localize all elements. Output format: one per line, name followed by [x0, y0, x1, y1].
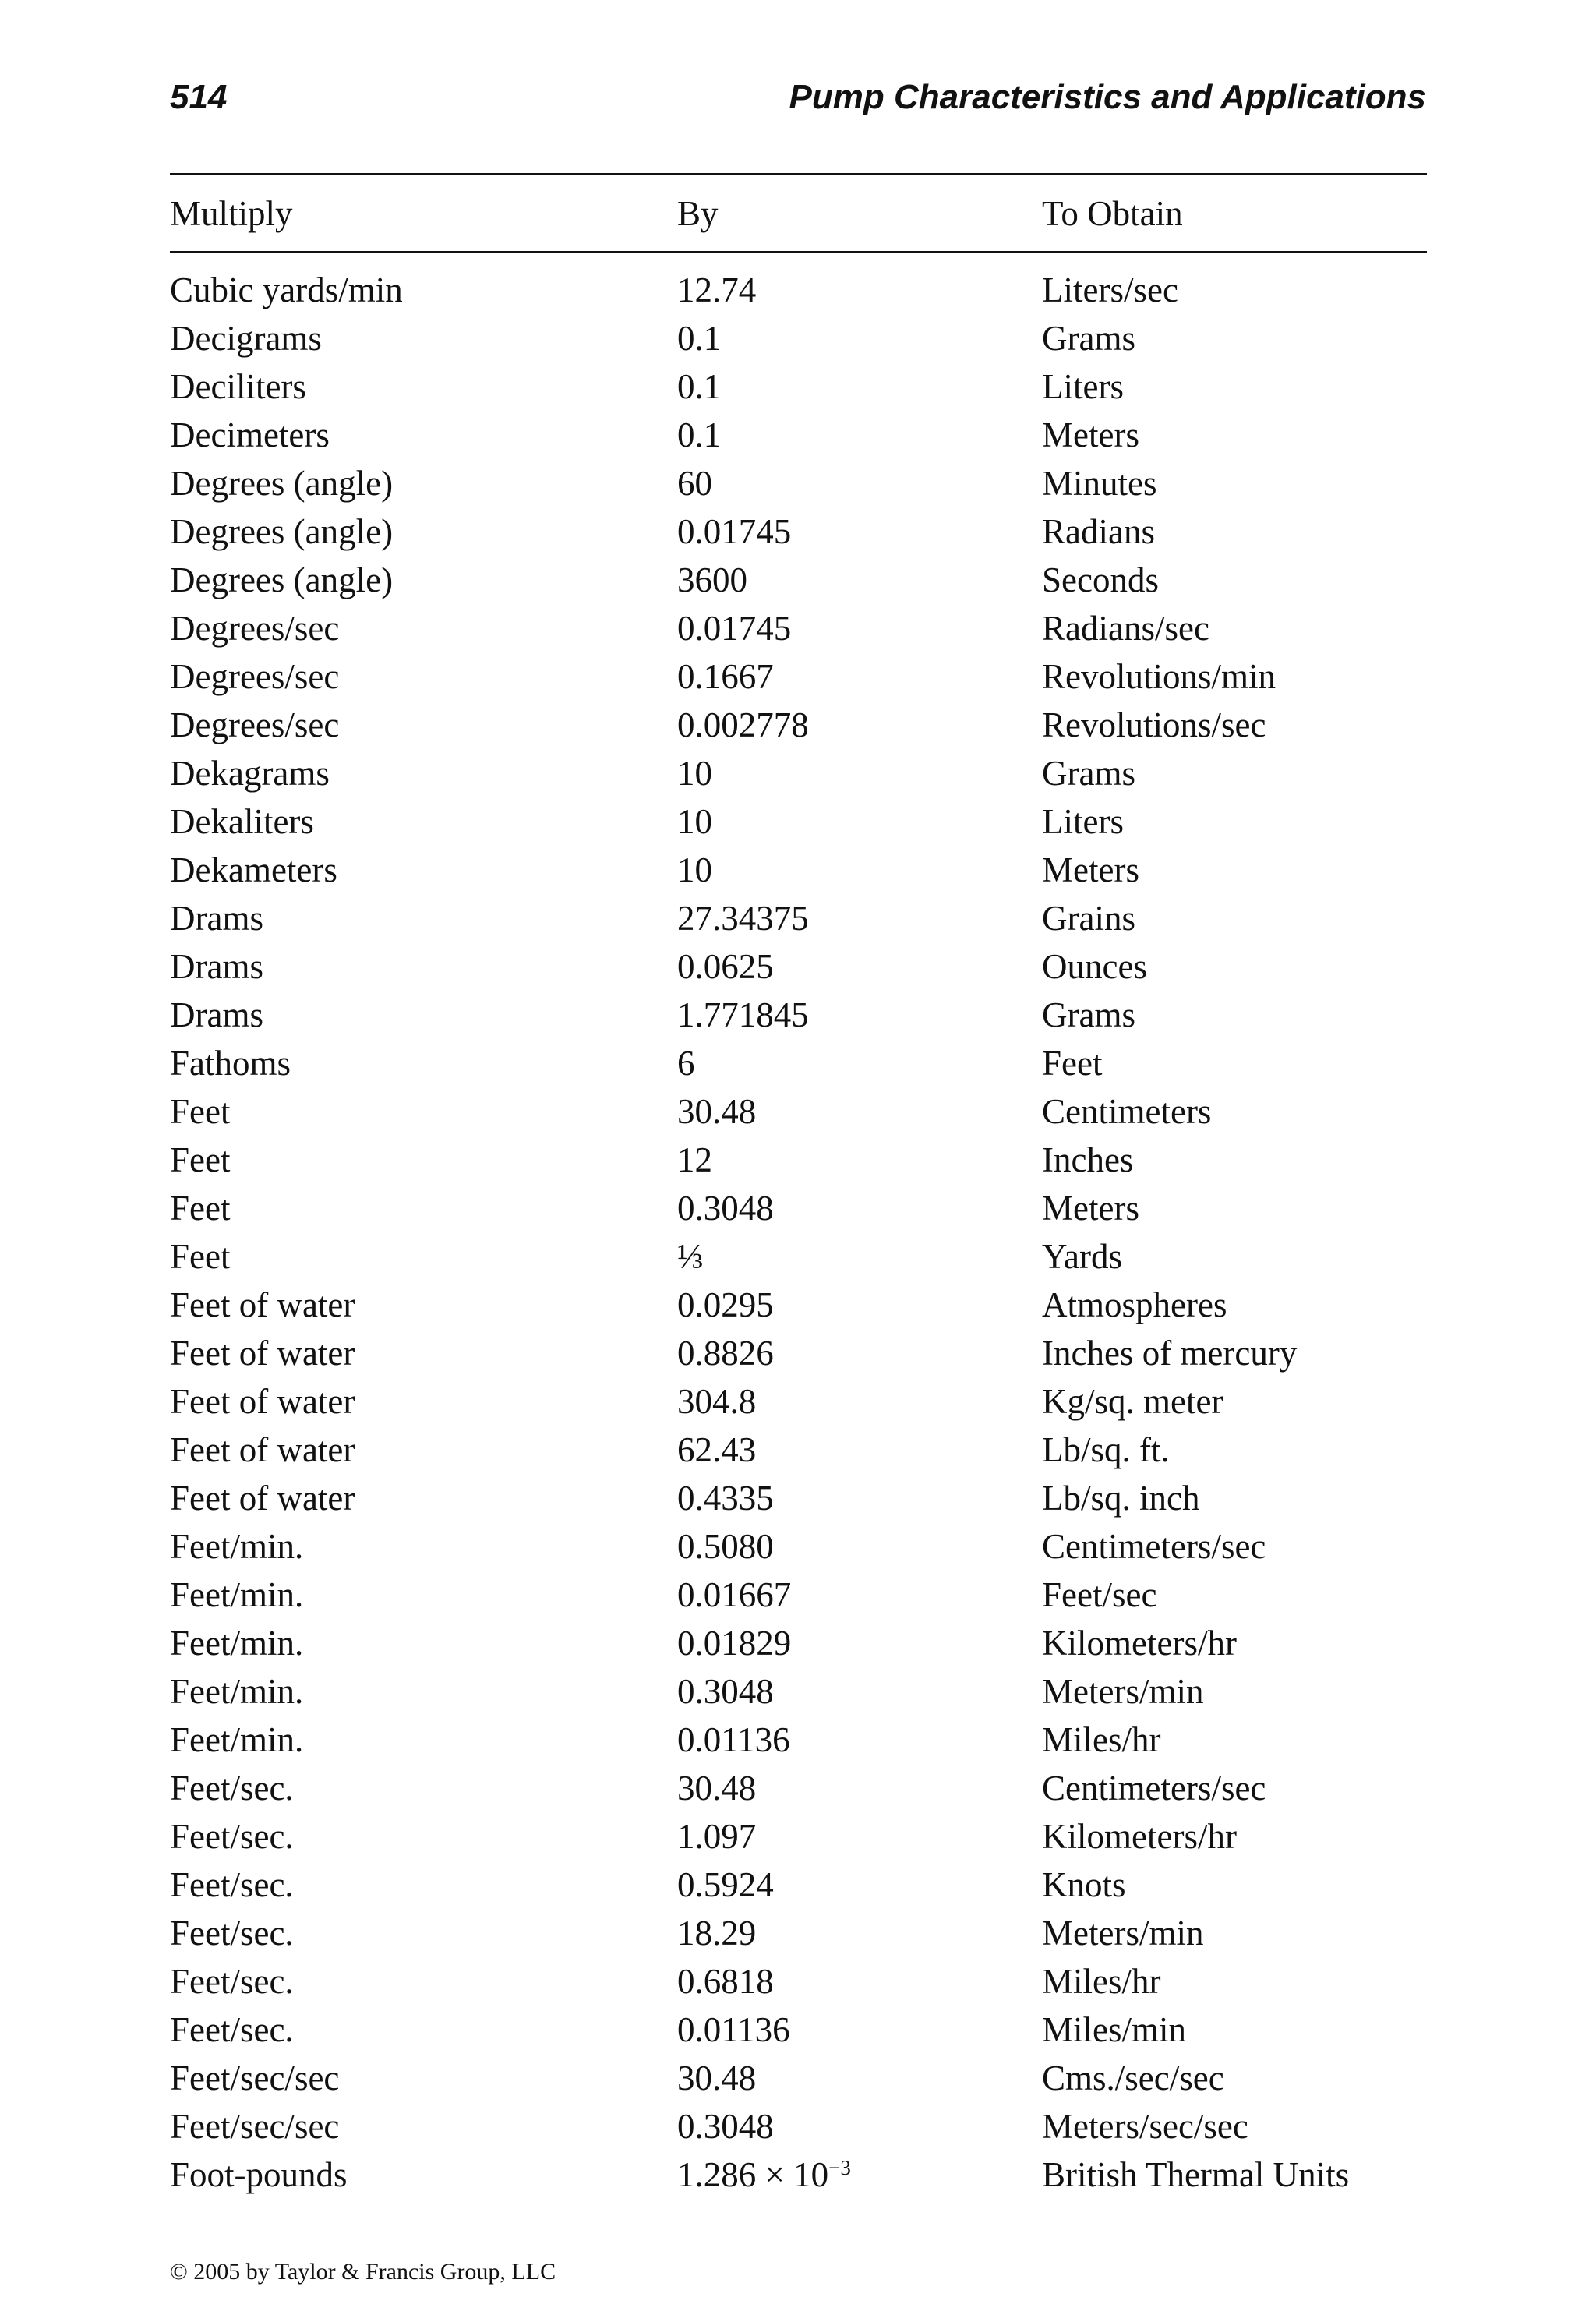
table-row [170, 604, 1427, 652]
cell-by [677, 1184, 774, 1232]
cell-by [677, 2102, 774, 2151]
cell-multiply: Feet/min. [170, 1624, 304, 1663]
table-row [170, 1571, 1427, 1619]
table-row [170, 1426, 1427, 1474]
table-row [170, 266, 1427, 314]
table-row [170, 749, 1427, 797]
cell-multiply: Feet of water [170, 1334, 355, 1373]
cell-multiply: Feet/sec. [170, 1769, 294, 1808]
cell-by-value: 0.01745 [677, 609, 792, 648]
table-row [170, 991, 1427, 1039]
cell-by [677, 1909, 756, 1957]
cell-by-value: 0.1 [677, 367, 722, 406]
cell-multiply: Dekaliters [170, 802, 314, 841]
cell-multiply: Degrees/sec [170, 657, 340, 696]
cell-by [677, 2151, 851, 2199]
cell-by [677, 2054, 756, 2102]
cell-by [677, 1764, 756, 1812]
cell-multiply: Foot-pounds [170, 2155, 348, 2194]
table-row [170, 1619, 1427, 1667]
table-row [170, 1861, 1427, 1909]
cell-to-obtain: Radians [1042, 512, 1155, 551]
cell-by [677, 894, 809, 942]
cell-by-value: 0.6818 [677, 1962, 774, 2001]
cell-multiply: Degrees (angle) [170, 512, 394, 551]
cell-to-obtain: Grams [1042, 319, 1135, 358]
cell-by [677, 1039, 695, 1087]
cell-by-value: 0.8826 [677, 1334, 774, 1373]
cell-by-value: 18.29 [677, 1914, 757, 1953]
cell-by [677, 604, 791, 652]
cell-by [677, 266, 756, 314]
cell-to-obtain: Kilometers/hr [1042, 1624, 1237, 1663]
column-header-to-obtain: To Obtain [1042, 194, 1183, 233]
cell-multiply: Degrees/sec [170, 705, 340, 744]
cell-by-value: 0.5080 [677, 1527, 774, 1566]
cell-to-obtain: Yards [1042, 1237, 1122, 1276]
cell-to-obtain: Inches of mercury [1042, 1334, 1298, 1373]
cell-to-obtain: Meters [1042, 850, 1139, 889]
cell-multiply: Feet [170, 1237, 231, 1276]
table-row [170, 1764, 1427, 1812]
cell-by-value: 30.48 [677, 1769, 757, 1808]
table-row [170, 1184, 1427, 1232]
cell-by [677, 991, 809, 1039]
cell-by-value: 30.48 [677, 1092, 757, 1131]
cell-multiply: Feet/min. [170, 1575, 304, 1614]
cell-by [677, 749, 712, 797]
table-row [170, 2102, 1427, 2151]
cell-multiply: Feet/min. [170, 1527, 304, 1566]
cell-by [677, 1474, 774, 1522]
cell-multiply: Feet/sec/sec [170, 2059, 340, 2098]
cell-to-obtain: Revolutions/min [1042, 657, 1276, 696]
cell-by-exponent: −3 [828, 2156, 851, 2180]
table-row [170, 411, 1427, 459]
table-row [170, 1377, 1427, 1426]
table-row [170, 1909, 1427, 1957]
cell-by [677, 1619, 791, 1667]
cell-by-value: 0.1 [677, 319, 722, 358]
table-row [170, 2054, 1427, 2102]
cell-by [677, 846, 712, 894]
cell-multiply: Feet/sec. [170, 2010, 294, 2049]
cell-by-value: 0.01136 [677, 1720, 790, 1759]
cell-to-obtain: Meters/min [1042, 1914, 1204, 1953]
cell-multiply: Deciliters [170, 367, 306, 406]
cell-to-obtain: Lb/sq. ft. [1042, 1430, 1170, 1469]
cell-to-obtain: Meters/min [1042, 1672, 1204, 1711]
cell-to-obtain: Miles/hr [1042, 1720, 1161, 1759]
table-row [170, 652, 1427, 701]
table-row [170, 362, 1427, 411]
table-header-rule [170, 251, 1427, 253]
cell-to-obtain: Centimeters [1042, 1092, 1212, 1131]
cell-by [677, 1377, 756, 1426]
table-row [170, 1136, 1427, 1184]
cell-by [677, 1812, 756, 1861]
cell-to-obtain: Lb/sq. inch [1042, 1479, 1200, 1518]
cell-to-obtain: Centimeters/sec [1042, 1769, 1266, 1808]
cell-by [677, 1667, 774, 1716]
cell-by [677, 1329, 774, 1377]
cell-multiply: Feet/min. [170, 1720, 304, 1759]
cell-by-value: 0.01745 [677, 512, 792, 551]
cell-to-obtain: Cms./sec/sec [1042, 2059, 1224, 2098]
cell-by [677, 1522, 774, 1571]
table-row [170, 1232, 1427, 1281]
cell-by [677, 942, 774, 991]
cell-by [677, 556, 747, 604]
table-row [170, 1329, 1427, 1377]
cell-to-obtain: Atmospheres [1042, 1285, 1227, 1324]
cell-multiply: Feet [170, 1092, 231, 1131]
cell-by-value: 62.43 [677, 1430, 757, 1469]
cell-by-value: 0.0295 [677, 1285, 774, 1324]
cell-to-obtain: Knots [1042, 1865, 1126, 1904]
cell-to-obtain: British Thermal Units [1042, 2155, 1350, 2194]
table-row [170, 797, 1427, 846]
table-row [170, 2151, 1427, 2199]
cell-by [677, 507, 791, 556]
cell-multiply: Drams [170, 899, 263, 938]
cell-by-value: 30.48 [677, 2059, 757, 2098]
table-row [170, 1281, 1427, 1329]
cell-by-value: 12.74 [677, 270, 757, 309]
cell-multiply: Feet/sec. [170, 1962, 294, 2001]
cell-multiply: Decigrams [170, 319, 322, 358]
cell-multiply: Fathoms [170, 1044, 291, 1083]
table-row [170, 942, 1427, 991]
table-row [170, 1087, 1427, 1136]
cell-multiply: Feet/sec/sec [170, 2107, 340, 2146]
table-row [170, 1716, 1427, 1764]
cell-to-obtain: Inches [1042, 1140, 1134, 1179]
cell-to-obtain: Liters/sec [1042, 270, 1178, 309]
cell-by [677, 411, 721, 459]
cell-multiply: Degrees (angle) [170, 464, 394, 503]
cell-by-value: 304.8 [677, 1382, 757, 1421]
cell-multiply: Feet/sec. [170, 1865, 294, 1904]
column-header-multiply: Multiply [170, 194, 293, 233]
table-row [170, 1474, 1427, 1522]
cell-by [677, 652, 774, 701]
cell-by-value: 27.34375 [677, 899, 809, 938]
table-row [170, 1039, 1427, 1087]
cell-to-obtain: Feet/sec [1042, 1575, 1157, 1614]
cell-multiply: Degrees (angle) [170, 560, 394, 599]
cell-by-value: 1.097 [677, 1817, 757, 1856]
cell-by-value: 3600 [677, 560, 747, 599]
cell-multiply: Feet [170, 1189, 231, 1228]
cell-by [677, 1426, 756, 1474]
cell-by-value: ⅓ [677, 1237, 704, 1276]
cell-to-obtain: Meters/sec/sec [1042, 2107, 1248, 2146]
cell-by-value: 0.3048 [677, 2107, 774, 2146]
cell-by [677, 1232, 704, 1281]
header-row [170, 187, 1427, 240]
table-row [170, 459, 1427, 507]
table-row [170, 1667, 1427, 1716]
table-row [170, 846, 1427, 894]
cell-by [677, 1571, 791, 1619]
cell-to-obtain: Minutes [1042, 464, 1157, 503]
cell-by [677, 314, 721, 362]
cell-to-obtain: Seconds [1042, 560, 1159, 599]
cell-multiply: Feet/min. [170, 1672, 304, 1711]
cell-by-value: 0.4335 [677, 1479, 774, 1518]
cell-to-obtain: Centimeters/sec [1042, 1527, 1266, 1566]
cell-multiply: Dekagrams [170, 754, 330, 793]
table-row [170, 507, 1427, 556]
cell-multiply: Feet/sec. [170, 1817, 294, 1856]
cell-by-value: 1.286 × 10 [677, 2155, 829, 2194]
cell-by [677, 1716, 790, 1764]
cell-by-value: 12 [677, 1140, 712, 1179]
cell-by-value: 0.3048 [677, 1189, 774, 1228]
table-row [170, 314, 1427, 362]
cell-to-obtain: Liters [1042, 802, 1124, 841]
cell-to-obtain: Liters [1042, 367, 1124, 406]
table-row [170, 556, 1427, 604]
table-row [170, 1812, 1427, 1861]
cell-by [677, 1087, 756, 1136]
cell-by [677, 701, 809, 749]
cell-by-value: 1.771845 [677, 995, 809, 1034]
cell-multiply: Feet of water [170, 1479, 355, 1518]
running-header [170, 78, 1426, 125]
cell-by [677, 362, 721, 411]
cell-by [677, 1281, 774, 1329]
table-row [170, 1522, 1427, 1571]
cell-to-obtain: Radians/sec [1042, 609, 1209, 648]
table-body [170, 266, 1427, 2199]
cell-to-obtain: Feet [1042, 1044, 1103, 1083]
cell-by-value: 10 [677, 850, 712, 889]
cell-to-obtain: Ounces [1042, 947, 1147, 986]
column-header-by: By [677, 194, 719, 233]
table-row [170, 2006, 1427, 2054]
cell-by-value: 0.01667 [677, 1575, 792, 1614]
cell-by-value: 0.5924 [677, 1865, 774, 1904]
cell-by-value: 10 [677, 754, 712, 793]
cell-by-value: 0.1667 [677, 657, 774, 696]
cell-by-value: 10 [677, 802, 712, 841]
cell-multiply: Dekameters [170, 850, 337, 889]
cell-multiply: Drams [170, 995, 263, 1034]
cell-by-value: 0.002778 [677, 705, 809, 744]
cell-by [677, 459, 712, 507]
table-top-rule [170, 173, 1427, 175]
cell-multiply: Degrees/sec [170, 609, 340, 648]
cell-by [677, 2006, 790, 2054]
cell-by [677, 1136, 712, 1184]
cell-to-obtain: Miles/min [1042, 2010, 1187, 2049]
copyright-footer: © 2005 by Taylor & Francis Group, LLC [170, 2259, 556, 2285]
cell-to-obtain: Grams [1042, 754, 1135, 793]
cell-to-obtain: Revolutions/sec [1042, 705, 1266, 744]
table-header [170, 187, 1427, 240]
cell-to-obtain: Miles/hr [1042, 1962, 1161, 2001]
cell-multiply: Feet of water [170, 1285, 355, 1324]
cell-by-value: 60 [677, 464, 712, 503]
cell-to-obtain: Grains [1042, 899, 1135, 938]
cell-by [677, 1957, 774, 2006]
page-number: 514 [170, 78, 228, 116]
cell-to-obtain: Meters [1042, 1189, 1139, 1228]
cell-multiply: Cubic yards/min [170, 270, 403, 309]
cell-by [677, 797, 712, 846]
cell-multiply: Drams [170, 947, 263, 986]
cell-multiply: Feet of water [170, 1382, 355, 1421]
running-title: Pump Characteristics and Applications [789, 78, 1426, 116]
cell-by-value: 0.0625 [677, 947, 774, 986]
cell-to-obtain: Meters [1042, 415, 1139, 454]
cell-multiply: Feet of water [170, 1430, 355, 1469]
cell-by [677, 1861, 774, 1909]
cell-by-value: 0.3048 [677, 1672, 774, 1711]
cell-to-obtain: Kg/sq. meter [1042, 1382, 1223, 1421]
cell-by-value: 0.01829 [677, 1624, 792, 1663]
cell-multiply: Feet [170, 1140, 231, 1179]
cell-multiply: Decimeters [170, 415, 330, 454]
cell-to-obtain: Grams [1042, 995, 1135, 1034]
cell-by-value: 0.01136 [677, 2010, 790, 2049]
table-row [170, 894, 1427, 942]
table-row [170, 1957, 1427, 2006]
cell-to-obtain: Kilometers/hr [1042, 1817, 1237, 1856]
cell-by-value: 0.1 [677, 415, 722, 454]
cell-by-value: 6 [677, 1044, 695, 1083]
cell-multiply: Feet/sec. [170, 1914, 294, 1953]
table-row [170, 701, 1427, 749]
